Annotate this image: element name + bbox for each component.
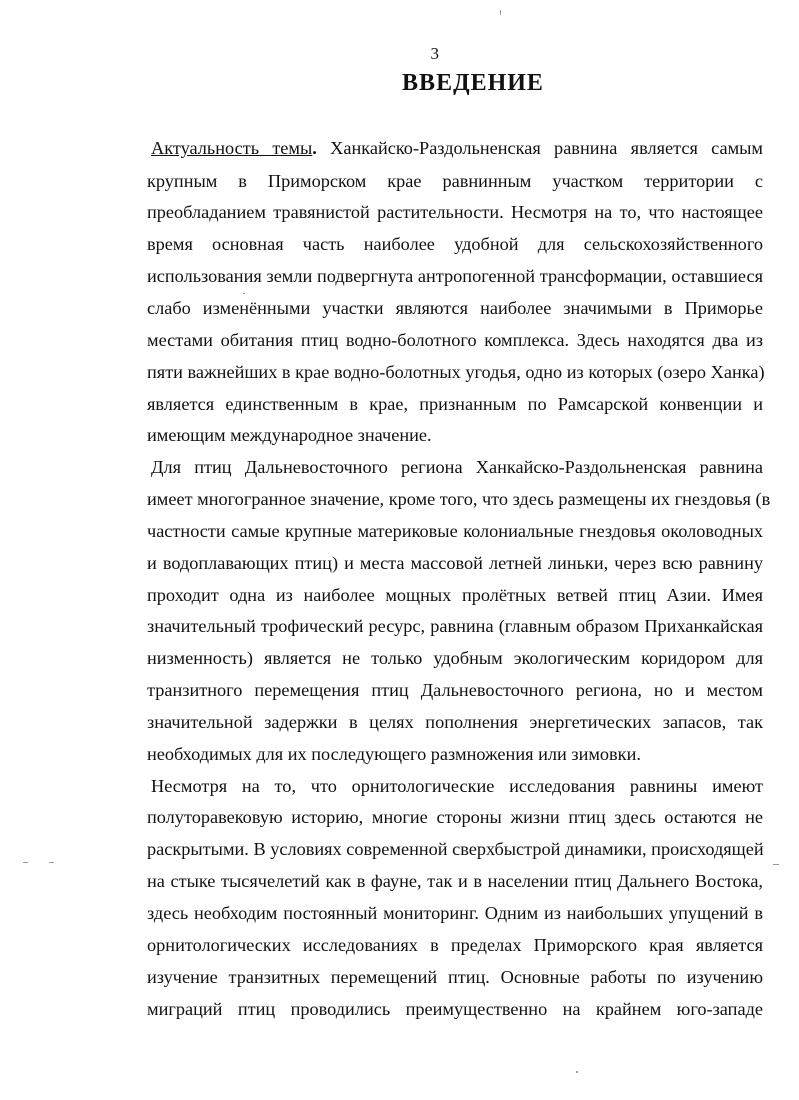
text-line: значительный трофический ресурс, равнина (главным образом Приханкайская (147, 616, 763, 636)
text-line: время основная часть наиболее удобной для сельскохозяйственного (147, 234, 763, 254)
scan-speck (576, 1071, 578, 1073)
text-line-1 (151, 137, 763, 159)
scan-speck (243, 293, 245, 294)
page-title: ВВЕДЕНИЕ (402, 70, 544, 96)
text-line: имеющим международное значение. (147, 425, 432, 445)
text-line: крупным в Приморском крае равнинным участком территории с (147, 171, 763, 191)
text-line: здесь необходим постоянный мониторинг. Одним из наибольших упущений в (147, 903, 763, 923)
text-line: местами обитания птиц водно-болотного комплекса. Здесь находятся два из (147, 330, 763, 350)
scan-speck (23, 862, 28, 863)
text-line: проходит одна из наиболее мощных пролётных ветвей птиц Азии. Имея (147, 585, 763, 605)
scan-speck (500, 10, 501, 15)
section-run-in-heading: Актуальность темы (151, 138, 313, 158)
text-line: Для птиц Дальневосточного региона Ханкайско-Раздольненская равнина (151, 457, 763, 477)
text-line: низменность) является не только удобным экологическим коридором для (147, 648, 763, 668)
text-line: необходимых для их последующего размножения или зимовки. (147, 744, 641, 764)
page-number: 3 (430, 44, 440, 63)
text-line: орнитологических исследованиях в пределах Приморского края является (147, 935, 763, 955)
text-line: слабо изменёнными участки являются наиболее значимыми в Приморье (147, 298, 763, 318)
text-line: частности самые крупные материковые колониальные гнездовья околоводных (147, 521, 763, 541)
text-line-1-rest: Ханкайско-Раздольненская равнина является самым (316, 138, 763, 158)
text-line: и водоплавающих птиц) и места массовой летней линьки, через всю равнину (147, 553, 763, 573)
scan-speck (773, 864, 779, 865)
text-line: миграций птиц проводились преимущественно на крайнем юго-западе (147, 999, 763, 1019)
text-line: является единственным в крае, признанным по Рамсарской конвенции и (147, 394, 763, 414)
text-line: значительной задержки в целях пополнения энергетических запасов, так (147, 712, 763, 732)
run-in-heading-dot: . (312, 138, 317, 158)
text-line: Несмотря на то, что орнитологические исследования равнины имеют (151, 776, 763, 796)
text-line: преобладанием травянистой растительности. Несмотря на то, что настоящее (147, 202, 763, 222)
text-line: пяти важнейших в крае водно-болотных угодья, одно из которых (озеро Ханка) (147, 362, 765, 382)
text-line: полуторавековую историю, многие стороны жизни птиц здесь остаются не (147, 807, 763, 827)
text-line: имеет многогранное значение, кроме того, что здесь размещены их гнездовья (в (147, 489, 771, 509)
text-line: на стыке тысячелетий как в фауне, так и в населении птиц Дальнего Востока, (147, 871, 763, 891)
text-line: изучение транзитных перемещений птиц. Основные работы по изучению (147, 967, 763, 987)
text-line: раскрытыми. В условиях современной сверхбыстрой динамики, происходящей (147, 839, 764, 859)
text-line: транзитного перемещения птиц Дальневосточного региона, но и местом (147, 680, 763, 700)
text-line: использования земли подвергнута антропогенной трансформации, оставшиеся (147, 266, 763, 286)
scan-speck (49, 862, 54, 863)
